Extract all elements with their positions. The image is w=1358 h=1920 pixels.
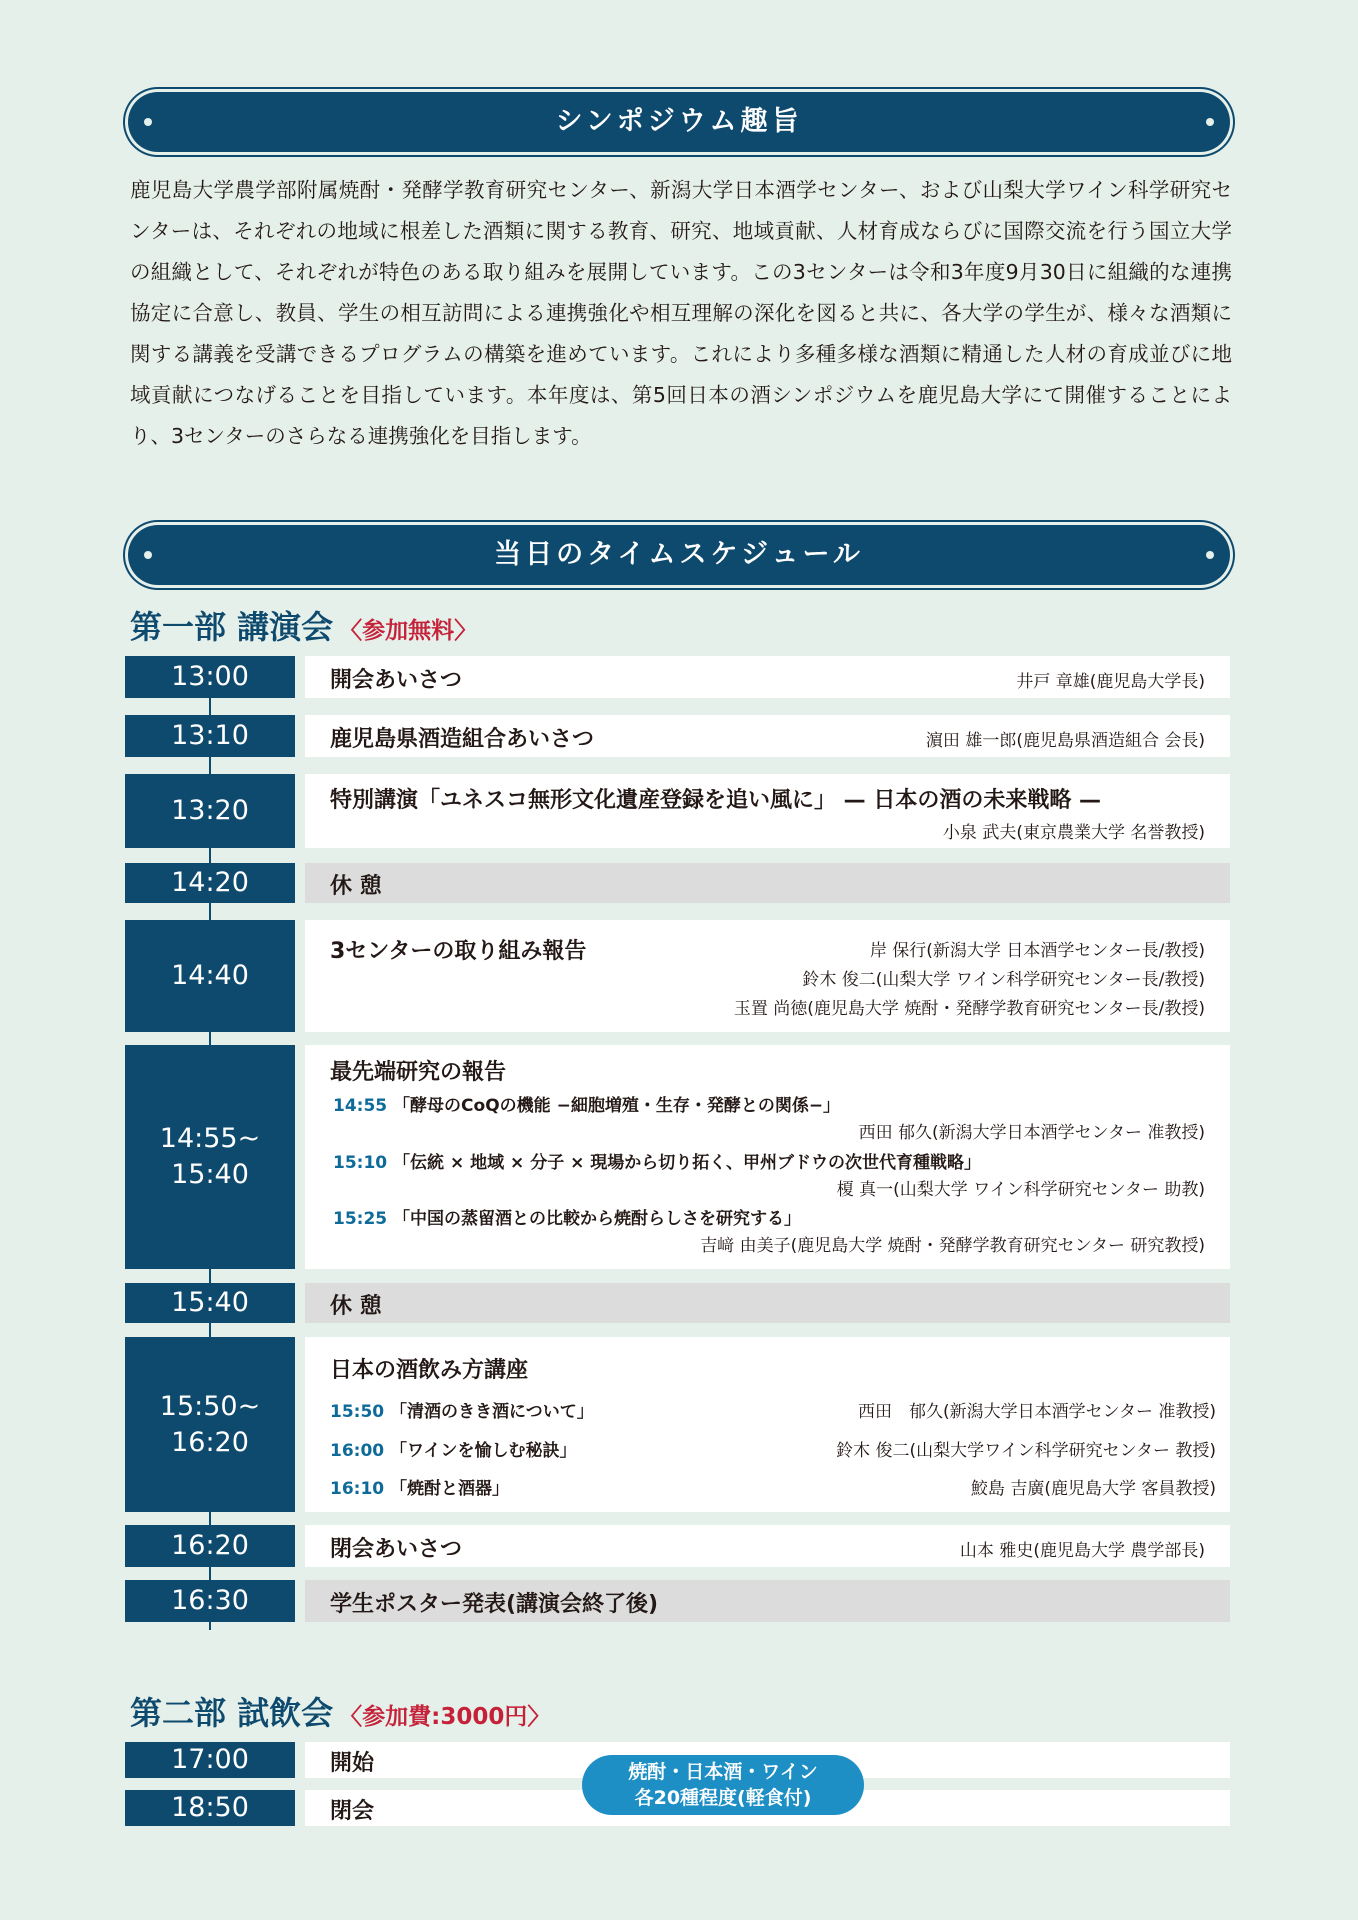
sub-talk-title: 「伝統 × 地域 × 分子 × 現場から切り拓く、甲州ブドウの次世代育種戦略」	[393, 1153, 981, 1173]
banner-ornament	[1206, 118, 1214, 126]
item-speaker: 山本 雅史(鹿児島大学 農学部長)	[959, 1541, 1205, 1561]
item-speaker: 鈴木 俊二(山梨大学ワイン科学研究センター 教授)	[836, 1441, 1216, 1461]
time-slot: 17:00	[125, 1742, 295, 1778]
item-title: 開始	[330, 1751, 375, 1776]
sub-talk-time: 15:25	[333, 1209, 388, 1229]
sub-talk-title: 「焼酎と酒器」	[390, 1479, 510, 1499]
item-title: 3センターの取り組み報告	[330, 939, 587, 964]
item-speaker: 鮫島 吉廣(鹿児島大学 客員教授)	[970, 1479, 1216, 1499]
sub-talk-time: 15:50	[330, 1402, 385, 1422]
schedule-item	[305, 1580, 1230, 1622]
item-speaker: 小泉 武夫(東京農業大学 名誉教授)	[942, 823, 1205, 843]
badge-line: 各20種程度(軽食付)	[634, 1787, 812, 1809]
schedule-item	[305, 1337, 1230, 1512]
sub-talk-time: 14:55	[333, 1096, 388, 1116]
item-speaker: 岸 保行(新潟大学 日本酒学センター長/教授)	[869, 941, 1205, 961]
time-slot	[125, 1045, 295, 1269]
sub-talk-title: 「中国の蒸留酒との比較から焼酎らしさを研究する」	[393, 1209, 802, 1229]
banner-ornament	[1206, 551, 1214, 559]
schedule-item	[305, 656, 1230, 698]
item-title: 開会あいさつ	[330, 668, 463, 693]
item-speaker: 濵田 雄一郎(鹿児島県酒造組合 会長)	[925, 731, 1205, 751]
badge-line: 焼酎・日本酒・ワイン	[628, 1761, 818, 1783]
sub-talk-title: 「酵母のCoQの機能 −細胞増殖・生存・発酵との関係−」	[393, 1096, 841, 1116]
part2-fee: 〈参加費:3000円〉	[339, 1704, 551, 1730]
item-speaker: 吉﨑 由美子(鹿児島大学 焼酎・発酵学教育研究センター 研究教授)	[700, 1236, 1205, 1256]
part2-title: 第二部 試飲会	[130, 1694, 334, 1732]
item-speaker: 鈴木 俊二(山梨大学 ワイン科学研究センター長/教授)	[802, 970, 1205, 990]
intro-paragraph: 鹿児島大学農学部附属焼酎・発酵学教育研究センター、新潟大学日本酒学センター、および山梨大学ワイン科学研究センターは、それぞれの地域に根差した酒類に関する教育、研究、地域貢献、人材育成ならびに国際交流を行う国立大学の組織として、それぞれが特色のある取り組みを展開しています。この3センターは令和3年度9月30日に組織的な連携協定に合意し、教員、学生の相互訪問による連携強化や相互理解の深化を図ると共に、各大学の学生が、様々な酒類に関する講義を受講できるプログラムの構築を進めています。これにより多種多様な酒類に精通した人材の育成並びに地域貢献につなげることを目指しています。本年度は、第5回日本の酒シンポジウムを鹿児島大学にて開催することにより、3センターのさらなる連携強化を目指します。	[130, 178, 1232, 448]
section-banner-purpose	[128, 92, 1230, 152]
sub-talk-time: 16:00	[330, 1441, 385, 1461]
item-title: 特別講演「ユネスコ無形文化遺産登録を追い風に」 — 日本の酒の未来戦略 —	[330, 788, 1101, 813]
item-title: 休 憩	[330, 874, 382, 899]
break-item	[305, 1283, 1230, 1323]
schedule-item	[305, 774, 1230, 848]
time-slot: 14:40	[125, 920, 295, 1032]
time-slot: 14:20	[125, 863, 295, 903]
section-banner-schedule	[128, 525, 1230, 585]
time-start: 15:50~	[159, 1390, 261, 1422]
schedule-item	[305, 715, 1230, 757]
part1-title: 第一部 講演会	[130, 608, 334, 646]
item-speaker: 西田 郁久(新潟大学日本酒学センター 准教授)	[858, 1123, 1205, 1143]
item-title: 学生ポスター発表(講演会終了後)	[330, 1592, 659, 1617]
time-slot: 18:50	[125, 1790, 295, 1826]
time-end: 15:40	[171, 1159, 249, 1190]
item-title: 日本の酒飲み方講座	[330, 1358, 529, 1383]
time-slot: 13:10	[125, 715, 295, 757]
item-title: 閉会	[330, 1799, 375, 1824]
item-speaker: 榎 真一(山梨大学 ワイン科学研究センター 助教)	[836, 1180, 1205, 1200]
item-speaker: 玉置 尚徳(鹿児島大学 焼酎・発酵学教育研究センター長/教授)	[733, 999, 1205, 1019]
sub-talk-time: 16:10	[330, 1479, 385, 1499]
time-slot: 13:20	[125, 774, 295, 848]
time-start: 14:55~	[159, 1123, 261, 1154]
item-speaker: 西田 郁久(新潟大学日本酒学センター 准教授)	[858, 1402, 1216, 1422]
part1-heading	[130, 602, 477, 648]
section-title: 当日のタイムスケジュール	[494, 539, 864, 570]
part1-fee: 〈参加無料〉	[339, 618, 478, 644]
time-slot: 15:40	[125, 1283, 295, 1323]
sub-talk-title: 「ワインを愉しむ秘訣」	[390, 1441, 577, 1461]
sub-talk-time: 15:10	[333, 1153, 388, 1173]
time-slot	[125, 1337, 295, 1512]
time-slot: 16:20	[125, 1525, 295, 1567]
break-item	[305, 863, 1230, 903]
schedule-item	[305, 1525, 1230, 1567]
sub-talk-title: 「清酒のきき酒について」	[390, 1402, 594, 1422]
item-speaker: 井戸 章雄(鹿児島大学長)	[1016, 672, 1205, 692]
part2-heading	[130, 1688, 550, 1734]
sub-talk	[333, 1148, 981, 1173]
item-title: 最先端研究の報告	[330, 1060, 507, 1085]
sub-talk	[333, 1091, 840, 1116]
schedule-item	[305, 920, 1230, 1032]
tasting-badge	[582, 1755, 864, 1815]
sub-talk	[330, 1397, 594, 1422]
schedule-item	[305, 1045, 1230, 1269]
item-title: 閉会あいさつ	[330, 1537, 463, 1562]
sub-talk	[330, 1436, 577, 1461]
time-slot: 13:00	[125, 656, 295, 698]
time-slot: 16:30	[125, 1580, 295, 1622]
section-title: シンポジウム趣旨	[555, 106, 803, 137]
item-title: 鹿児島県酒造組合あいさつ	[330, 727, 595, 752]
sub-talk	[333, 1204, 801, 1229]
item-title: 休 憩	[330, 1294, 382, 1319]
sub-talk	[330, 1474, 509, 1499]
time-end: 16:20	[171, 1426, 249, 1458]
